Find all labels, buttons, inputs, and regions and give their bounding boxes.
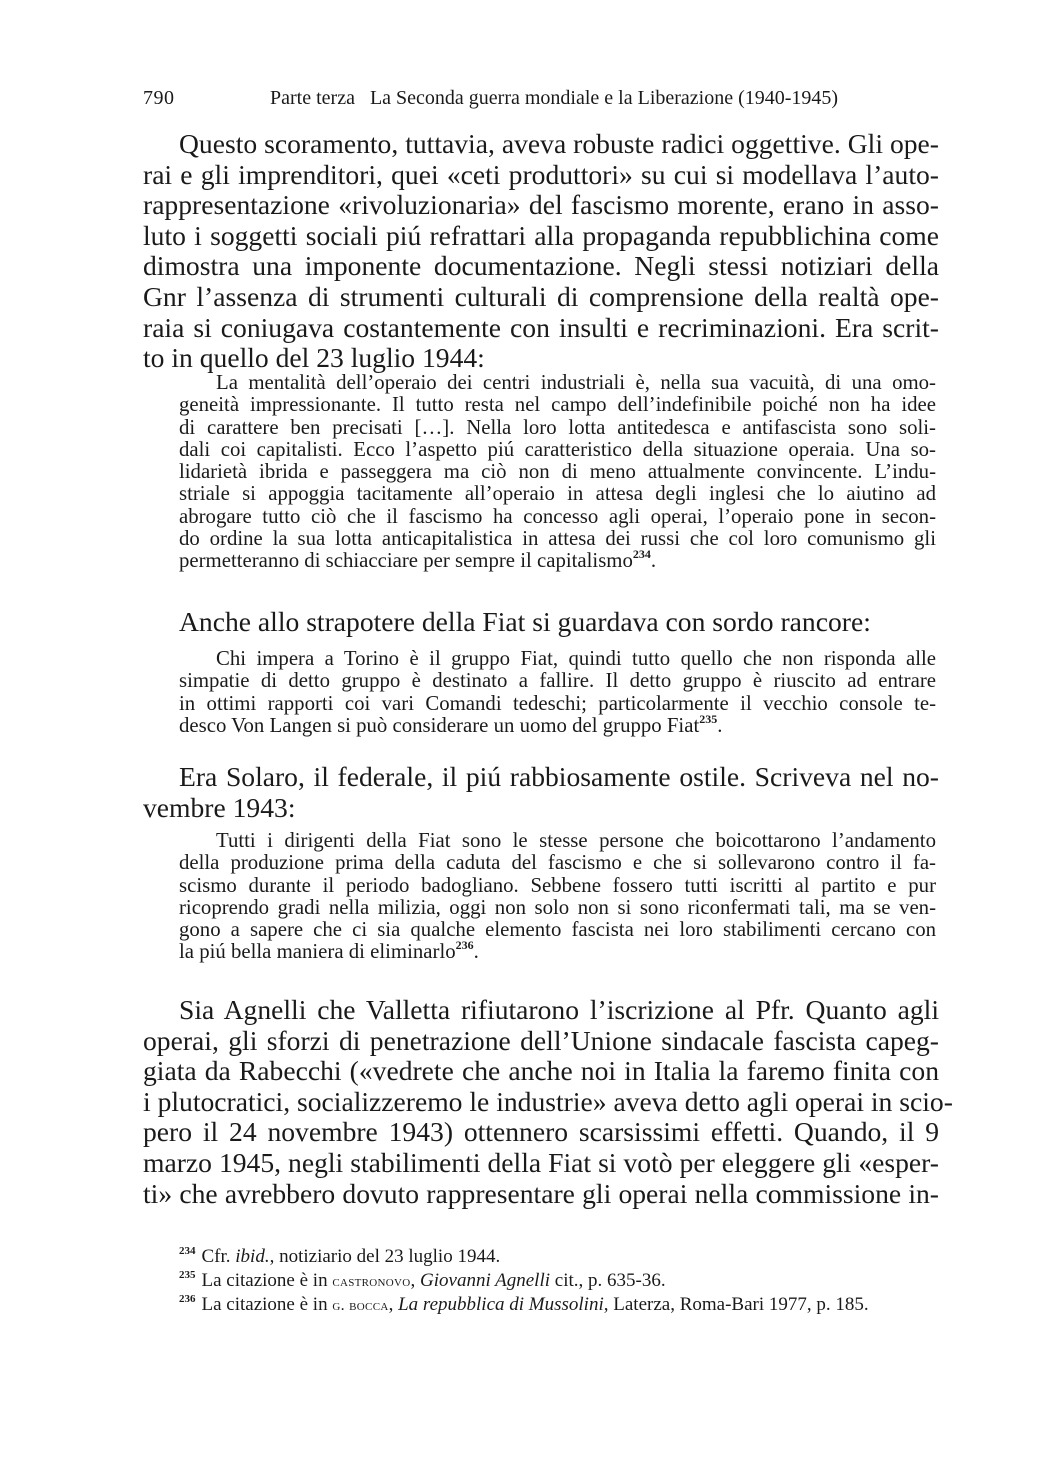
footnote-italic: ibid. [235, 1246, 270, 1267]
text-line: ti» che avrebbero dovuto rappresentare gli operai nella commissione in- [143, 1177, 939, 1209]
footnote-text: , [388, 1294, 399, 1315]
quote-line: dali coi capitalisti. Ecco l’aspetto piú caratteristico della situazione operaia. Una so- [179, 437, 936, 461]
quote-line: abrogare tutto ciò che il fascismo ha concesso agli operai, l’operaio pone in secon- [179, 504, 936, 528]
quote-line: gono a sapere che ci sia qualche elemento fascista nei loro stabilimenti cercano con [179, 918, 936, 942]
footnote-text: , [410, 1269, 421, 1291]
footnote-number: 234 [179, 1245, 196, 1257]
block-quote-1 [179, 372, 936, 573]
footnote-ref[interactable]: 234 [632, 547, 651, 562]
footnotes [179, 1245, 869, 1318]
text-line: vembre 1943: [143, 791, 296, 823]
footnote-number: 236 [179, 1293, 196, 1305]
quote-line [179, 938, 936, 964]
text-line: giata da Rabecchi («vedrete che anche noi in Italia la faremo finita con [143, 1055, 939, 1087]
quote-line: in ottimi rapporti coi vari Comandi tedeschi; particolarmente il vecchio console te- [179, 691, 936, 715]
text-line: pero il 24 novembre 1943) ottennero scarsissimi effetti. Quando, il 9 [143, 1116, 939, 1148]
footnote-author: castronovo [332, 1272, 411, 1290]
footnote-text: La citazione è in [201, 1269, 333, 1291]
text-line: Gnr l’assenza di strumenti culturali di comprensione della realtà ope- [143, 280, 939, 312]
quote-line: della produzione prima della caduta del fascismo e che si sollevarono contro il fa- [179, 851, 936, 875]
quote-end: . [650, 549, 657, 573]
quote-line: Tutti i dirigenti della Fiat sono le stesse persone che boicottarono l’andamento [216, 829, 936, 852]
quote-line [179, 711, 936, 737]
quote-line: di carattere ben precisati […]. Nella loro lotta antitedesca e antifascista sono soli- [179, 415, 936, 439]
page-number: 790 [143, 87, 175, 109]
footnote-author: g. bocca [332, 1297, 389, 1314]
quote-text: la piú bella maniera di eliminarlo [179, 940, 456, 964]
footnote-text: cit., p. 635-36. [550, 1269, 666, 1291]
running-title: Parte terza La Seconda guerra mondiale e la Liberazione (1940-1945) [270, 87, 839, 109]
text-line: Questo scoramento, tuttavia, aveva robuste radici oggettive. Gli ope- [179, 128, 939, 159]
paragraph-1 [143, 129, 939, 374]
footnote-text: La citazione è in [201, 1294, 333, 1315]
text-line: i plutocratici, socializzeremo le industrie» aveva detto agli operai in scio- [143, 1085, 953, 1117]
footnote-235 [179, 1269, 869, 1294]
text-line: luto i soggetti sociali piú refrattari alla propaganda repubblichina come [143, 219, 939, 251]
text-line: dimostra una imponente documentazione. Negli stessi notiziari della [143, 250, 939, 282]
quote-line: do ordine la sua lotta anticapitalistica in attesa dei russi che col loro comunismo gli [179, 527, 936, 551]
block-quote-3 [179, 830, 936, 964]
text-line: operai, gli sforzi di penetrazione dell’Unione sindacale fascista capeg- [143, 1024, 939, 1056]
paragraph-4 [143, 994, 953, 1209]
text-line: raia si coniugava costantemente con insulti e recriminazioni. Era scrit- [143, 311, 939, 343]
quote-text: permetteranno di schiacciare per sempre il capitalismo [179, 549, 633, 573]
paragraph-2 [143, 607, 939, 638]
text-line: to in quello del 23 luglio 1944: [143, 342, 485, 374]
quote-line: La mentalità dell’operaio dei centri industriali è, nella sua vacuità, di una omo- [216, 371, 936, 394]
footnote-ref[interactable]: 235 [699, 711, 718, 726]
quote-line: striale si appoggia tacitamente all’operaio in attesa degli inglesi che lo aiutino ad [179, 482, 936, 506]
quote-line: lidarietà ibrida e passeggera ma ciò non di meno attualmente convincente. L’indu- [179, 460, 936, 484]
quote-line: Chi impera a Torino è il gruppo Fiat, quindi tutto quello che non risponda alle [216, 647, 936, 670]
footnote-italic: Giovanni Agnelli [420, 1269, 551, 1291]
text-line: rai e gli imprenditori, quei «ceti produttori» su cui si modellava l’auto- [143, 158, 939, 190]
quote-line: simpatie di detto gruppo è destinato a fallire. Il detto gruppo è riuscito ad entrare [179, 669, 936, 693]
footnote-text: Cfr. [201, 1246, 236, 1267]
footnote-text: , notiziario del 23 luglio 1944. [269, 1246, 501, 1267]
quote-end: . [473, 940, 479, 964]
footnote-234 [179, 1245, 869, 1269]
quote-line: scismo durante il periodo badogliano. Sebbene fossero tutti iscritti al partito e pur [179, 873, 936, 897]
text-line: Sia Agnelli che Valletta rifiutarono l’iscrizione al Pfr. Quanto agli [179, 994, 939, 1025]
footnote-italic: La repubblica di Mussolini [398, 1294, 604, 1315]
footnote-ref[interactable]: 236 [455, 938, 474, 953]
footnote-number: 235 [179, 1268, 196, 1281]
footnote-text: , Laterza, Roma-Bari 1977, p. 185. [603, 1294, 869, 1315]
quote-end: . [717, 713, 723, 737]
paragraph-3 [143, 762, 939, 823]
text-line: Anche allo strapotere della Fiat si guardava con sordo rancore: [179, 606, 871, 637]
quote-line: geneità impressionante. Il tutto resta nel campo dell’indefinibile poiché non ha idee [179, 393, 936, 417]
text-line: rappresentazione «rivoluzionaria» del fascismo morente, erano in asso- [143, 189, 939, 221]
quote-line: ricoprendo gradi nella milizia, oggi non solo non si sono riconfermati tali, ma se ven- [179, 895, 936, 919]
quote-line [179, 547, 936, 573]
footnote-236 [179, 1293, 869, 1318]
text-line: marzo 1945, negli stabilimenti della Fiat si votò per eleggere gli «esper- [143, 1146, 939, 1178]
quote-text: desco Von Langen si può considerare un uomo del gruppo Fiat [179, 713, 700, 737]
block-quote-2 [179, 648, 936, 737]
text-line: Era Solaro, il federale, il piú rabbiosamente ostile. Scriveva nel no- [179, 761, 939, 792]
